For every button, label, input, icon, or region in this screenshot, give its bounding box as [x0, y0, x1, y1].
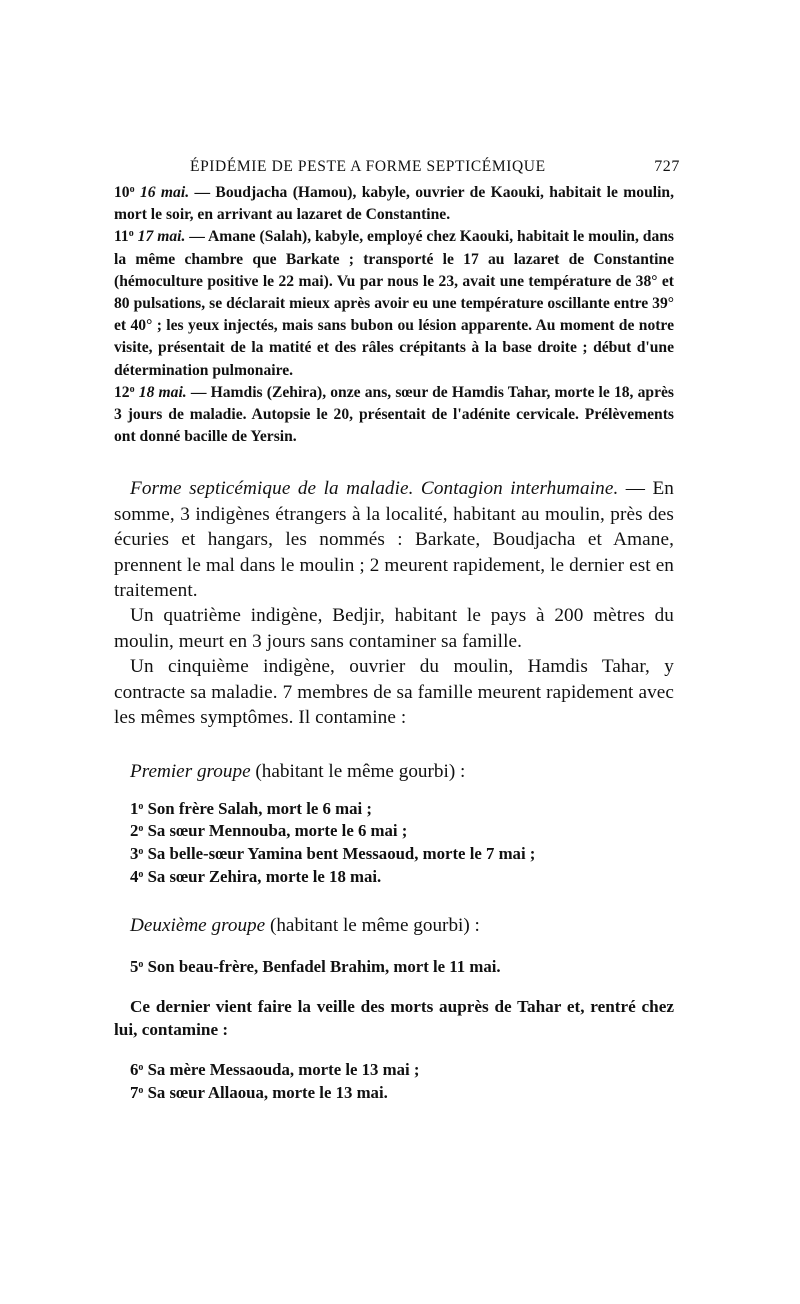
case-entry-10: [114, 182, 674, 226]
section-heading-rest: — En somme, 3 indigènes étrangers à la localité, habitant au moulin, près des écuries et hangars, les nommés : Barkate, Boudjacha et Amane, prennent le mal dans le moulin ; 2 meurent rapidement, le dernier est en traitement.: [114, 478, 674, 602]
item-number-sup: o: [138, 846, 144, 858]
book-page: [114, 150, 680, 1104]
item-text: Sa sœur Allaoua, morte le 13 mai.: [143, 1082, 388, 1102]
entry-number-sup: o: [128, 228, 134, 240]
section-paragraph-3: Un cinquième indigène, ouvrier du moulin, Hamdis Tahar, y contracte sa maladie. 7 membres de sa famille meurent rapidement avec les mêmes symptômes. Il contamine :: [114, 656, 674, 729]
group-title-rest: (habitant le même gourbi) :: [265, 914, 480, 936]
running-head: [114, 150, 680, 180]
entry-number: 10: [114, 184, 130, 201]
entry-number: 11: [114, 228, 129, 246]
item-number: 5: [130, 956, 139, 976]
section-paragraph-1: [114, 476, 674, 603]
list-item: [130, 956, 674, 979]
list-item: [130, 866, 674, 889]
item-number: 6: [130, 1059, 139, 1079]
list-item: [130, 798, 674, 821]
page-number: 727: [654, 158, 680, 175]
list-item: [130, 843, 674, 866]
section-paragraph-2: Un quatrième indigène, Bedjir, habitant le pays à 200 mètres du moulin, meurt en 3 jours sans contaminer sa famille.: [114, 605, 674, 652]
item-number: 7: [130, 1082, 139, 1102]
item-text: Sa sœur Mennouba, morte le 6 mai ;: [143, 821, 408, 841]
item-number: 1: [130, 798, 139, 818]
note-paragraph: Ce dernier vient faire la veille des morts auprès de Tahar et, rentré chez lui, contamine :: [114, 997, 674, 1040]
item-text: Sa mère Messaouda, morte le 13 mai ;: [143, 1059, 420, 1079]
group-title-rest: (habitant le même gourbi) :: [250, 760, 466, 782]
case-entry-11: [114, 226, 674, 381]
item-number-sup: o: [138, 1084, 144, 1096]
list-item: [130, 1059, 674, 1082]
item-number-sup: o: [138, 823, 144, 835]
entry-text: — Boudjacha (Hamou), kabyle, ouvrier de Kaouki, habitait le moulin, mort le soir, en arrivant au lazaret de Constantine.: [114, 184, 674, 224]
entry-number: 12: [114, 383, 130, 401]
group-1-list: [130, 798, 674, 889]
entry-date: 16 mai.: [139, 184, 190, 201]
list-item: [130, 820, 674, 843]
item-text: Son beau-frère, Benfadel Brahim, mort le 11 mai.: [143, 956, 501, 976]
entry-date: 17 mai.: [137, 228, 186, 246]
entry-number-sup: o: [129, 383, 135, 395]
item-number-sup: o: [138, 868, 144, 880]
item-text: Sa sœur Zehira, morte le 18 mai.: [143, 866, 382, 886]
group-title-2: [114, 913, 674, 938]
entry-date: 18 mai.: [138, 383, 187, 401]
section-heading: Forme septicémique de la maladie. Contagion interhumaine.: [130, 478, 619, 500]
list-item: [130, 1082, 674, 1105]
item-number-sup: o: [138, 1061, 144, 1073]
item-number: 3: [130, 844, 139, 864]
item-number: 4: [130, 866, 139, 886]
group-3-list: [130, 1059, 674, 1105]
entry-text: — Amane (Salah), kabyle, employé chez Kaouki, habitait le moulin, dans la même chambre que Barkate ; transporté le 17 au lazaret de Constantine (hémoculture positive le 22 mai). Vu par nous le 23, avait une température de 38° et 80 pulsations, se déclarait mieux après avoir eu une température oscillante entre 39° et 40° ; les yeux injectés, mais sans bubon ou lésion apparente. Au moment de notre visite, présentait de la matité et des râles crépitants à la base droite ; début d'une détermination pulmonaire.: [114, 228, 674, 379]
item-number-sup: o: [138, 800, 144, 812]
group-2-list: [130, 956, 674, 979]
item-text: Sa belle-sœur Yamina bent Messaoud, morte le 7 mai ;: [143, 844, 536, 864]
group-title-italic: Deuxième groupe: [130, 914, 266, 936]
group-title-italic: Premier groupe: [130, 760, 251, 782]
item-text: Son frère Salah, mort le 6 mai ;: [143, 798, 372, 818]
group-title-1: [114, 759, 674, 784]
entry-text: — Hamdis (Zehira), onze ans, sœur de Hamdis Tahar, morte le 18, après 3 jours de maladie. Autopsie le 20, présentait de l'adénite cervicale. Prélèvements ont donné bacille de Yersin.: [114, 383, 674, 446]
running-title: ÉPIDÉMIE DE PESTE A FORME SEPTICÉMIQUE: [190, 158, 546, 175]
item-number-sup: o: [138, 958, 144, 970]
item-number: 2: [130, 821, 139, 841]
case-entry-12: [114, 382, 674, 449]
entry-number-sup: o: [129, 184, 135, 195]
